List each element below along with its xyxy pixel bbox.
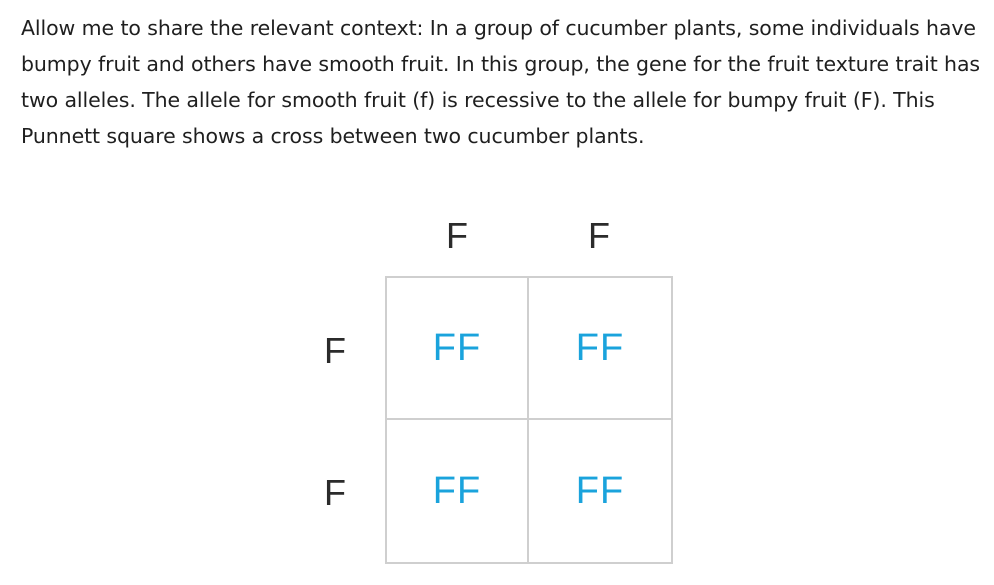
row-allele-2: F bbox=[324, 472, 346, 513]
punnett-grid bbox=[385, 276, 673, 564]
cell-r2-c1: FF bbox=[387, 420, 529, 562]
cell-r1-c2: FF bbox=[529, 278, 671, 420]
row-allele-1: F bbox=[324, 330, 346, 371]
cell-r2-c2: FF bbox=[575, 469, 625, 512]
column-allele-1: F bbox=[446, 215, 468, 256]
cell-r1-c1: FF bbox=[387, 278, 529, 420]
context-paragraph: Allow me to share the relevant context: In a group of cucumber plants, some individuals have bumpy fruit and others have smooth fruit. In this group, the gene for the fruit texture trait has two alleles. The allele for smooth fruit (f) is recessive to the allele for bumpy fruit (F). This Punnett square shows a cross between two cucumber plants. bbox=[21, 16, 980, 148]
column-allele-2: F bbox=[588, 215, 610, 256]
